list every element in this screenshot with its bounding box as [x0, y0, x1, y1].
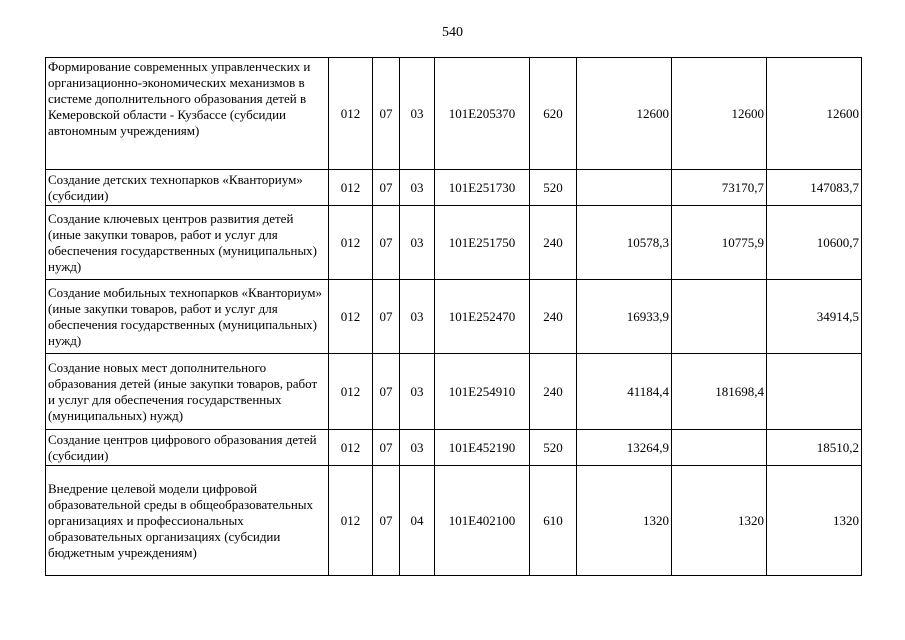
table-row [46, 430, 862, 466]
ministry-code: 012 [329, 58, 373, 170]
row-name: Создание новых мест дополнительного образования детей (иные закупки товаров, работ и услуг для обеспечения государственных (муниципальных) нужд) [46, 354, 329, 430]
amount-year-2: 12600 [672, 58, 767, 170]
ministry-code: 012 [329, 430, 373, 466]
table-row [46, 466, 862, 576]
amount-year-1: 13264,9 [577, 430, 672, 466]
subsection-code: 03 [400, 58, 435, 170]
ministry-code: 012 [329, 280, 373, 354]
amount-year-3: 18510,2 [767, 430, 862, 466]
section-code: 07 [373, 354, 400, 430]
ministry-code: 012 [329, 466, 373, 576]
subsection-code: 03 [400, 430, 435, 466]
amount-year-2 [672, 430, 767, 466]
target-article: 101E251750 [435, 206, 530, 280]
amount-year-3: 10600,7 [767, 206, 862, 280]
amount-year-2: 181698,4 [672, 354, 767, 430]
target-article: 101E252470 [435, 280, 530, 354]
row-name: Внедрение целевой модели цифровой образовательной среды в общеобразовательных организациях и профессиональных образовательных организациях (субсидии бюджетным учреждениям) [46, 466, 329, 576]
amount-year-3: 1320 [767, 466, 862, 576]
ministry-code: 012 [329, 170, 373, 206]
subsection-code: 03 [400, 170, 435, 206]
amount-year-1: 1320 [577, 466, 672, 576]
expense-type: 520 [530, 170, 577, 206]
table-row [46, 280, 862, 354]
expense-type: 240 [530, 280, 577, 354]
ministry-code: 012 [329, 354, 373, 430]
section-code: 07 [373, 280, 400, 354]
ministry-code: 012 [329, 206, 373, 280]
amount-year-3: 12600 [767, 58, 862, 170]
row-name: Создание мобильных технопарков «Кванториум» (иные закупки товаров, работ и услуг для обеспечения государственных (муниципальных) нужд) [46, 280, 329, 354]
amount-year-2: 73170,7 [672, 170, 767, 206]
table-row [46, 58, 862, 170]
expense-type: 610 [530, 466, 577, 576]
subsection-code: 04 [400, 466, 435, 576]
amount-year-1: 16933,9 [577, 280, 672, 354]
section-code: 07 [373, 466, 400, 576]
row-name: Формирование современных управленческих и организационно-экономических механизмов в системе дополнительного образования детей в Кемеровской области - Кузбассе (субсидии автономным учреждениям) [46, 58, 329, 170]
target-article: 101E254910 [435, 354, 530, 430]
amount-year-3: 147083,7 [767, 170, 862, 206]
budget-table [45, 57, 862, 576]
amount-year-1: 41184,4 [577, 354, 672, 430]
target-article: 101E452190 [435, 430, 530, 466]
section-code: 07 [373, 206, 400, 280]
amount-year-3 [767, 354, 862, 430]
amount-year-2: 1320 [672, 466, 767, 576]
row-name: Создание детских технопарков «Кванториум» (субсидии) [46, 170, 329, 206]
subsection-code: 03 [400, 354, 435, 430]
row-name: Создание центров цифрового образования детей (субсидии) [46, 430, 329, 466]
section-code: 07 [373, 430, 400, 466]
amount-year-3: 34914,5 [767, 280, 862, 354]
table-row [46, 354, 862, 430]
amount-year-1: 10578,3 [577, 206, 672, 280]
section-code: 07 [373, 170, 400, 206]
expense-type: 240 [530, 354, 577, 430]
table-row [46, 206, 862, 280]
table-row [46, 170, 862, 206]
target-article: 101E205370 [435, 58, 530, 170]
expense-type: 620 [530, 58, 577, 170]
amount-year-1 [577, 170, 672, 206]
amount-year-2: 10775,9 [672, 206, 767, 280]
expense-type: 520 [530, 430, 577, 466]
subsection-code: 03 [400, 206, 435, 280]
expense-type: 240 [530, 206, 577, 280]
amount-year-2 [672, 280, 767, 354]
row-name: Создание ключевых центров развития детей (иные закупки товаров, работ и услуг для обеспечения государственных (муниципальных) нужд) [46, 206, 329, 280]
target-article: 101E251730 [435, 170, 530, 206]
page-number: 540 [442, 25, 463, 40]
amount-year-1: 12600 [577, 58, 672, 170]
target-article: 101E402100 [435, 466, 530, 576]
section-code: 07 [373, 58, 400, 170]
subsection-code: 03 [400, 280, 435, 354]
